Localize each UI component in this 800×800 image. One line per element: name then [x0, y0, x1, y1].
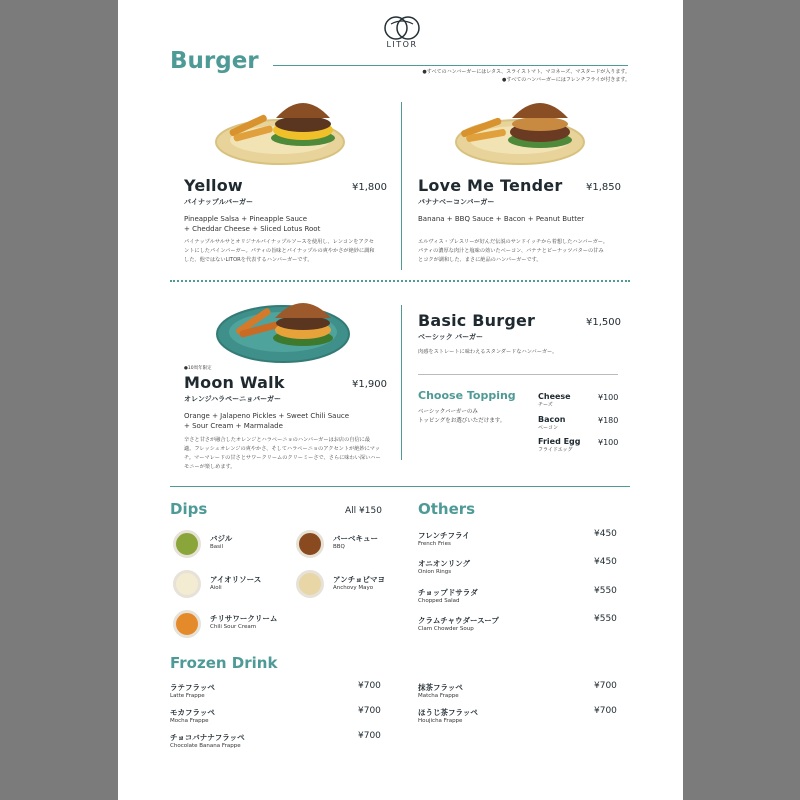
item-love-me-tender-ingredients: Banana + BBQ Sauce + Bacon + Peanut Butter [418, 215, 585, 223]
middle-column-divider [401, 305, 402, 460]
topping-name: Cheese [538, 392, 571, 401]
litor-logo [378, 14, 426, 54]
frozen-jp: モカフラッペ [170, 708, 215, 717]
topping-cheese [538, 392, 571, 408]
frozen-mocha [170, 707, 215, 724]
menu-page [118, 0, 683, 800]
others-en: Chopped Salad [418, 598, 460, 604]
choose-topping-note [418, 408, 505, 426]
dip-en: BBQ [333, 544, 345, 550]
description-line: した、他ではないLITORを代表するハンバーガーです。 [184, 257, 313, 263]
others-french-fries-price: ¥450 [594, 529, 617, 539]
dip-anchovy-mayo [333, 574, 385, 591]
topping-note-line: ベーシックバーガーのみ [418, 409, 478, 415]
frozen-latte-price: ¥700 [358, 681, 381, 691]
frozen-en: Matcha Frappe [418, 693, 459, 699]
item-yellow-jp: パイナップルバーガー [184, 198, 253, 206]
lower-section-rule [170, 486, 630, 487]
others-chopped-salad [418, 587, 478, 604]
item-moon-walk-tag: ●10周年限定 [184, 366, 212, 371]
dip-jp: バーベキュー [333, 534, 378, 543]
logo-text: LITOR [386, 40, 418, 49]
frozen-drink-title: Frozen Drink [170, 654, 278, 672]
description-line: 適。フレッシュオレンジの爽やかさ、そしてハラペーニョのアクセントが絶妙にマッ [184, 446, 380, 452]
frozen-matcha-price: ¥700 [594, 681, 617, 691]
others-jp: チョップドサラダ [418, 588, 478, 597]
burger-title: Burger [170, 48, 259, 74]
frozen-jp: チョコバナナフラッペ [170, 733, 245, 742]
item-love-me-tender-name: Love Me Tender [418, 176, 563, 195]
dip-bbq-image [296, 530, 324, 558]
topping-sub: フライドエッグ [538, 447, 573, 453]
others-jp: フレンチフライ [418, 531, 470, 540]
others-onion-rings-price: ¥450 [594, 557, 617, 567]
ingredients-line: + Cheddar Cheese + Sliced Lotus Root [184, 225, 321, 233]
dip-anchovy-mayo-image [296, 570, 324, 598]
frozen-en: Houjicha Frappe [418, 718, 463, 724]
dip-en: Chili Sour Cream [210, 624, 257, 630]
burger-note-1: ●すべてのハンバーガーにはレタス、スライストマト、マヨネーズ、マスタードが入ります。 [422, 69, 630, 75]
frozen-jp: ほうじ茶フラッペ [418, 708, 478, 717]
dip-jp: アイオリソース [210, 575, 262, 584]
item-love-me-tender-jp: バナナベーコンバーガー [418, 198, 495, 206]
ingredients-line: + Sour Cream + Marmalade [184, 422, 283, 430]
topping-sub: チーズ [538, 402, 553, 408]
frozen-en: Chocolate Banana Frappe [170, 743, 241, 749]
description-line: エルヴィス・プレスリーが好んだ伝説のサンドイッチから着想したハンバーガー。 [418, 239, 608, 245]
dips-title: Dips [170, 500, 208, 518]
others-onion-rings [418, 558, 470, 575]
frozen-jp: ラテフラッペ [170, 683, 215, 692]
topping-fried-egg-price: ¥100 [598, 438, 619, 447]
topping-rule [418, 374, 618, 375]
burger-title-rule [273, 65, 628, 66]
topping-bacon-price: ¥180 [598, 416, 619, 425]
frozen-jp: 抹茶フラッペ [418, 683, 463, 692]
topping-cheese-price: ¥100 [598, 393, 619, 402]
description-line: パティの濃厚な肉汁と塩味の効いたベーコン、バナナとピーナッツバターの甘み [418, 248, 604, 254]
topping-bacon [538, 415, 565, 431]
moon-walk-burger-image [213, 290, 353, 370]
frozen-chocolate-banana [170, 732, 245, 749]
item-moon-walk-price: ¥1,900 [352, 379, 387, 390]
burger-notes [318, 68, 630, 84]
choose-topping-title: Choose Topping [418, 389, 516, 402]
dip-bbq [333, 533, 378, 550]
topping-fried-egg [538, 437, 581, 453]
item-moon-walk-jp: オレンジハラペーニョバーガー [184, 395, 282, 403]
description-line: チ。マーマレードの甘さとサワークリームのクリーミーさで、さらに味わい深いハー [184, 455, 381, 461]
others-en: French Fries [418, 541, 451, 547]
dip-en: Basil [210, 544, 224, 550]
item-yellow-price: ¥1,800 [352, 182, 387, 193]
frozen-en: Mocha Frappe [170, 718, 209, 724]
dip-en: Anchovy Mayo [333, 585, 374, 591]
description-line: パイナップルサルサとオリジナルパイナップルソースを使用し、レンコンをアクセ [184, 239, 374, 245]
item-basic-burger-name: Basic Burger [418, 311, 536, 330]
frozen-mocha-price: ¥700 [358, 706, 381, 716]
item-basic-burger-price: ¥1,500 [586, 317, 621, 328]
description-line: とコクが調和した、まさに絶品のハンバーガーです。 [418, 257, 542, 263]
topping-name: Bacon [538, 415, 566, 424]
item-moon-walk-name: Moon Walk [184, 373, 285, 392]
dip-chili-sour-cream-image [173, 610, 201, 638]
dip-en: Aioli [210, 585, 222, 591]
dip-aioli-image [173, 570, 201, 598]
dip-basil-image [173, 530, 201, 558]
others-french-fries [418, 530, 470, 547]
dotted-divider [170, 280, 630, 282]
others-jp: オニオンリング [418, 559, 471, 568]
description-line: ントにしたパインバーガー。パティの旨味とパイナップルの爽やかさが絶妙に調和 [184, 248, 375, 254]
others-title: Others [418, 500, 476, 518]
frozen-chocolate-banana-price: ¥700 [358, 731, 381, 741]
frozen-houjicha-price: ¥700 [594, 706, 617, 716]
description-line: 辛さと甘さが融合したオレンジとハラペーニョのハンバーガーはお店の自信に最 [184, 437, 371, 443]
description-line: モニーが楽しめます。 [184, 464, 236, 470]
item-basic-burger-jp: ベーシック バーガー [418, 333, 484, 341]
item-yellow-name: Yellow [184, 176, 243, 195]
item-basic-burger-description: 肉感をストレートに味わえるスタンダードなハンバーガー。 [418, 349, 558, 355]
dip-chili-sour-cream [210, 613, 277, 630]
others-chopped-salad-price: ¥550 [594, 586, 617, 596]
topping-note-line: トッピングをお選びいただけます。 [418, 418, 506, 424]
dip-aioli [210, 574, 261, 591]
item-moon-walk-ingredients [184, 411, 349, 431]
item-yellow-ingredients [184, 214, 320, 234]
love-me-tender-burger-image [448, 90, 593, 170]
dip-jp: アンチョビマヨ [333, 575, 385, 584]
dips-price-note: All ¥150 [345, 506, 382, 516]
ingredients-line: Orange + Jalapeno Pickles + Sweet Chili Sauce [184, 412, 350, 420]
yellow-burger-image [208, 90, 353, 170]
topping-name: Fried Egg [538, 437, 581, 446]
others-jp: クラムチャウダースープ [418, 616, 499, 625]
ingredients-line: Pineapple Salsa + Pineapple Sauce [184, 215, 308, 223]
frozen-matcha [418, 682, 463, 699]
item-yellow-description [184, 238, 394, 265]
others-en: Onion Rings [418, 569, 452, 575]
litor-logo-icon [382, 14, 422, 42]
frozen-houjicha [418, 707, 478, 724]
dip-jp: チリサワークリーム [210, 614, 278, 623]
others-en: Clam Chowder Soup [418, 626, 474, 632]
item-love-me-tender-description [418, 238, 630, 265]
item-moon-walk-description [184, 436, 394, 472]
item-love-me-tender-price: ¥1,850 [586, 182, 621, 193]
dip-basil [210, 533, 232, 550]
others-clam-chowder [418, 615, 499, 632]
frozen-latte [170, 682, 215, 699]
frozen-en: Latte Frappe [170, 693, 205, 699]
topping-sub: ベーコン [538, 425, 559, 431]
others-clam-chowder-price: ¥550 [594, 614, 617, 624]
burger-note-2: ●すべてのハンバーガーにはフレンチフライが付きます。 [502, 77, 630, 83]
top-column-divider [401, 102, 402, 270]
dip-jp: バジル [210, 534, 233, 543]
